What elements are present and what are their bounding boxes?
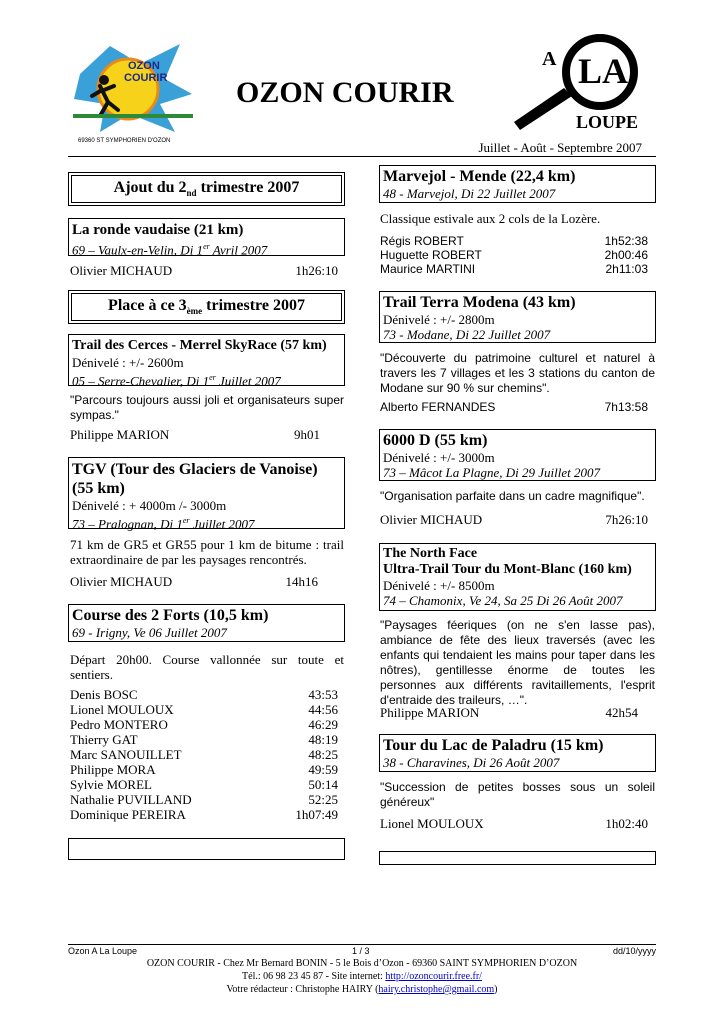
race-location-date: 73 – Pralognan, Di 1er Juillet 2007 [72, 516, 255, 532]
section-header-q2 [68, 172, 345, 206]
runner-name: Maurice MARTINI [380, 262, 476, 276]
result-row [380, 512, 648, 528]
runner-name: Denis BOSC [70, 687, 138, 702]
runner-time: 1h26:10 [295, 263, 338, 278]
runner-time: 1h52:38 [604, 234, 648, 248]
empty-box-right [379, 851, 656, 865]
race-location-date: 73 – Mâcot La Plagne, Di 29 Juillet 2007 [383, 465, 601, 480]
loupe-word: LOUPE [576, 112, 639, 132]
race-description: Départ 20h00. Course vallonnée sur toute et sentiers. [70, 652, 344, 682]
result-row [70, 687, 338, 702]
footer-left: Ozon A La Loupe [68, 946, 138, 956]
result-row [70, 263, 338, 279]
runner-time: 1h07:49 [295, 807, 338, 822]
section-title-q2: Ajout du $2_{nd}$ trimestre 2007 [113, 179, 300, 199]
runner-time: 14h16 [285, 574, 318, 589]
runner-name: Thierry GAT [70, 732, 138, 747]
result-row [70, 717, 338, 732]
result-row [380, 248, 648, 262]
result-row [380, 816, 648, 832]
race-title: Trail des Cerces - Merrel SkyRace (57 km) [72, 338, 327, 353]
empty-box-left [68, 838, 345, 860]
race-title: The North Face [383, 546, 478, 561]
race-title: La ronde vaudaise (21 km) [72, 222, 244, 238]
runner-time: 9h01 [294, 427, 320, 442]
club-logo [70, 44, 196, 152]
runner-name: Marc SANOUILLET [70, 747, 182, 762]
footer-page-number: 1 / 3 [352, 946, 370, 956]
runner-time: 2h00:46 [604, 248, 648, 262]
footer-date: dd/10/yyyy [612, 946, 656, 956]
race-elevation: Dénivelé : +/- 8500m [383, 578, 495, 593]
runner-time: 49:59 [308, 762, 338, 777]
race-location-date: 74 – Chamonix, Ve 24, Sa 25 Di 26 Août 2007 [383, 593, 623, 608]
logo-text-ozon: OZON [128, 60, 160, 72]
runner-name: Lionel MOULOUX [380, 816, 484, 831]
race-location-date: 05 – Serre-Chevalier, Di 1er Juillet 2007 [72, 373, 281, 389]
race-quote: "Organisation parfaite dans un cadre magnifique". [380, 489, 645, 503]
race-box-trail-des-cerces [68, 334, 345, 389]
result-row [70, 574, 318, 590]
runner-logo-icon [70, 44, 196, 134]
footer-editor: Votre rédacteur : Christophe HAIRY (hairy.christophe@gmail.com) [226, 984, 498, 995]
loupe-letter-a: A [542, 48, 557, 70]
runner-name: Pedro MONTERO [70, 717, 168, 732]
loupe-la: LA [578, 51, 629, 91]
race-elevation: Dénivelé : + 4000m /- 3000m [72, 498, 227, 513]
runner-name: Olivier MICHAUD [70, 263, 173, 278]
race-quote: "Parcours toujours aussi joli et organisateurs super sympas." [70, 393, 344, 422]
race-box-utmb [379, 543, 656, 611]
race-elevation: Dénivelé : +/- 2600m [72, 355, 184, 370]
race-box-tgv [68, 457, 345, 532]
runner-time: 48:25 [308, 747, 338, 762]
race-title: Trail Terra Modena (43 km) [383, 294, 576, 311]
race-box-6000d [379, 429, 656, 481]
race-description: 71 km de GR5 et GR55 pour 1 km de bitume : trail extraordinaire de par les paysages rencontrés. [70, 537, 344, 567]
runner-name: Régis ROBERT [380, 234, 464, 248]
race-box-course-des-2-forts [68, 604, 345, 642]
email-link[interactable]: hairy.christophe@gmail.com [378, 984, 495, 995]
section-title-q3: Place à ce $3_{ème}$ trimestre 2007 [108, 297, 305, 317]
footer-divider [68, 944, 656, 945]
runner-time: 50:14 [308, 777, 338, 792]
runner-name: Sylvie MOREL [70, 777, 152, 792]
runner-time: 52:25 [308, 792, 338, 807]
result-row [70, 762, 338, 777]
result-row [70, 792, 338, 807]
runner-time: 43:53 [308, 687, 338, 702]
website-link[interactable]: http://ozoncourir.free.fr/ [385, 971, 482, 982]
result-row [70, 702, 338, 717]
footer-contact: Tél.: 06 98 23 45 87 - Site internet: http://ozoncourir.free.fr/ [242, 971, 482, 982]
logo-caption: 69360 ST SYMPHORIEN D'OZON [78, 138, 171, 144]
race-title: Tour du Lac de Paladru (15 km) [383, 737, 604, 754]
race-description: Classique estivale aux 2 cols de la Lozère. [380, 211, 601, 226]
runner-name: Olivier MICHAUD [70, 574, 173, 589]
result-row [70, 427, 320, 443]
runner-name: Dominique PEREIRA [70, 807, 186, 822]
result-row [380, 705, 638, 721]
page-title: OZON COURIR [236, 76, 454, 109]
footer-address: OZON COURIR - Chez Mr Bernard BONIN - 5 le Bois d’Ozon - 69360 SAINT SYMPHORIEN D’OZON [146, 958, 578, 969]
issue-period: Juillet - Août - Septembre 2007 [478, 140, 642, 155]
result-row [380, 262, 648, 276]
logo-text-courir: COURIR [124, 72, 168, 84]
runner-name: Olivier MICHAUD [380, 512, 483, 527]
runner-name: Huguette ROBERT [380, 248, 482, 262]
result-row [70, 747, 338, 762]
race-title: 6000 D (55 km) [383, 432, 488, 449]
race-location-date: 48 - Marvejol, Di 22 Juillet 2007 [383, 186, 556, 201]
runner-name: Philippe MORA [70, 762, 156, 777]
race-title: TGV (Tour des Glaciers de Vanoise) (55 km) [72, 461, 318, 497]
race-box-terra-modena [379, 291, 656, 343]
race-location-date: 73 - Modane, Di 22 Juillet 2007 [383, 327, 551, 342]
race-title: Marvejol - Mende (22,4 km) [383, 168, 576, 185]
runner-name: Alberto FERNANDES [380, 400, 496, 414]
runner-name: Philippe MARION [70, 427, 170, 442]
race-quote: "Succession de petites bosses sous un soleil généreux" [380, 780, 655, 809]
race-elevation: Dénivelé : +/- 3000m [383, 450, 495, 465]
race-location-date: 69 – Vaulx-en-Velin, Di 1er Avril 2007 [72, 242, 268, 258]
runner-name: Philippe MARION [380, 705, 480, 720]
header-divider [68, 156, 656, 157]
race-elevation: Dénivelé : +/- 2800m [383, 312, 495, 327]
race-box-paladru [379, 734, 656, 772]
runner-time: 44:56 [308, 702, 338, 717]
race-quote: "Découverte du patrimoine culturel et naturel à travers les 7 villages et les 3 stations du canton de Modane sur 90 % sur chemins". [380, 351, 655, 395]
results-list [70, 687, 338, 822]
runner-time: 42h54 [605, 705, 638, 720]
section-header-q3 [68, 290, 345, 324]
race-box-ronde-vaudaise [68, 218, 345, 256]
race-box-marvejol-mende [379, 165, 656, 203]
result-row [70, 807, 338, 822]
race-quote: "Paysages féeriques (on ne s'en lasse pas), ambiance de fête des lieux traversés (avec les enfants qui tendaient les mains pour taper dans les nôtres), gentillesse énorme de toutes les personnes aux différents ravitaillements, l'esprit d'entraide des traileurs, …". [380, 618, 655, 707]
runner-name: Lionel MOULOUX [70, 702, 174, 717]
runner-time: 7h26:10 [605, 512, 648, 527]
race-location-date: 69 - Irigny, Ve 06 Juillet 2007 [72, 625, 227, 640]
result-row [70, 732, 338, 747]
runner-time: 1h02:40 [605, 816, 648, 831]
results-list [380, 234, 648, 276]
result-row [380, 234, 648, 248]
result-row [380, 400, 648, 414]
loupe-logo [510, 34, 656, 136]
race-subtitle: Ultra-Trail Tour du Mont-Blanc (160 km) [383, 562, 632, 577]
runner-time: 46:29 [308, 717, 338, 732]
runner-time: 2h11:03 [605, 262, 648, 276]
runner-name: Nathalie PUVILLAND [70, 792, 192, 807]
race-title: Course des 2 Forts (10,5 km) [72, 607, 269, 624]
runner-time: 48:19 [308, 732, 338, 747]
race-location-date: 38 - Charavines, Di 26 Août 2007 [383, 755, 560, 770]
result-row [70, 777, 338, 792]
runner-time: 7h13:58 [604, 400, 648, 414]
